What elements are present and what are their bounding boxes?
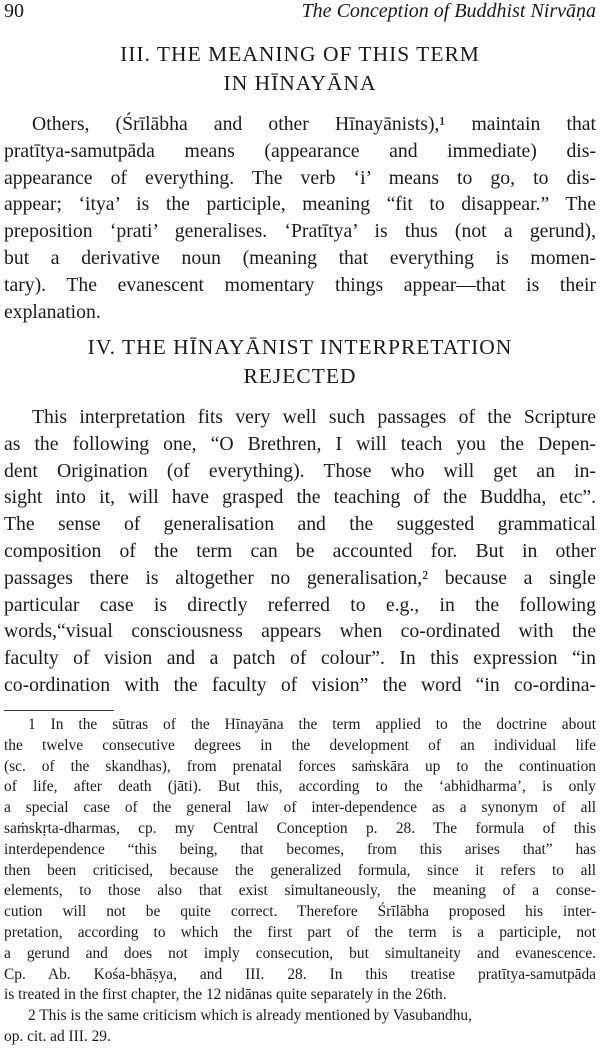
paragraph-section-4: [4, 404, 596, 699]
footnote-divider: [4, 710, 114, 711]
text-line: sight into it, will have grasped the teaching of the Buddha, etc”.: [4, 486, 596, 509]
footnote-line: cution will not be quite correct. Therefore Śrīlābha proposed his inter-: [4, 903, 596, 921]
paragraph-section-3: [4, 111, 596, 325]
footnote-line: then been criticised, because the generalized formula, since it refers to all: [4, 861, 596, 879]
text-line: The sense of generalisation and the suggested grammatical: [4, 513, 596, 536]
footnote-line: interdependence “this being, that becomes, from this arises that” has: [4, 840, 596, 858]
section-heading-4-line-1: IV. THE HĪNAYĀNIST INTERPRETATION: [87, 335, 513, 359]
text-line: words,“visual consciousness appears when co-ordinated with the: [4, 620, 596, 643]
footnote-line: Cp. Ab. Kośa-bhāṣya, and III. 28. In this treatise pratītya-samutpāda: [4, 965, 596, 983]
running-title: The Conception of Buddhist Nirvāṇa: [301, 0, 596, 22]
text-line: appear; ‘itya’ is the participle, meaning “fit to disappear.” The: [4, 193, 596, 216]
text-line: dent Origination (of everything). Those who will get an in-: [4, 459, 596, 482]
text-line: particular case is directly referred to e.g., in the following: [4, 593, 596, 616]
text-line: but a derivative noun (meaning that everything is momen-: [4, 246, 596, 269]
footnote-line: 2 This is the same criticism which is already mentioned by Vasubandhu,: [28, 1007, 472, 1025]
footnote-line: saṁskṛta-dharmas, cp. my Central Conception p. 28. The formula of this: [4, 819, 596, 837]
text-line: preposition ‘prati’ generalises. ‘Pratītya’ is thus (not a gerund),: [4, 220, 596, 243]
footnote-line: 1 In the sūtras of the Hīnayāna the term applied to the doctrine about: [28, 716, 596, 733]
footnote-line: op. cit. ad III. 29.: [4, 1027, 111, 1045]
text-line: pratītya-samutpāda means (appearance and immediate) dis-: [4, 139, 596, 162]
footnote-line: a gerund and does not imply consecution, but simultaneity and evanescence.: [4, 944, 596, 962]
footnote-line: is treated in the first chapter, the 12 nidānas quite separately in the 26th.: [4, 986, 447, 1004]
section-heading-3-line-1: III. THE MEANING OF THIS TERM: [120, 42, 480, 66]
text-line: composition of the term can be accounted for. But in other: [4, 539, 596, 562]
footnote-line: of life, after death (jāti). But this, according to the ‘abhidharma’, is only: [4, 778, 596, 796]
text-line: explanation.: [4, 300, 101, 323]
text-line: This interpretation fits very well such passages of the Scripture: [32, 406, 596, 428]
text-line: co-ordination with the faculty of vision” the word “in co-ordina-: [4, 673, 596, 696]
text-line: passages there is altogether no generalisation,² because a single: [4, 566, 596, 589]
section-heading-3: [0, 40, 600, 98]
footnote-line: the twelve consecutive degrees in the development of an individual life: [4, 736, 596, 754]
text-line: faculty of vision and a patch of colour”. In this expression “in: [4, 647, 596, 670]
footnote-line: a special case of the general law of inter-dependence as a synonym of all: [4, 799, 596, 817]
text-line: as the following one, “O Brethren, I will teach you the Depen-: [4, 432, 596, 455]
footnote-line: elements, to those also that exist simultaneously, the meaning of a conse-: [4, 882, 596, 900]
text-line: appearance of everything. The verb ‘i’ means to go, to dis-: [4, 166, 596, 189]
footnotes: [4, 715, 596, 1048]
running-header: [4, 0, 596, 28]
section-heading-4-line-2: REJECTED: [243, 364, 357, 388]
section-heading-3-line-2: IN HĪNAYĀNA: [223, 71, 377, 95]
footnote-line: pretation, according to which the first part of the term is a participle, not: [4, 923, 596, 941]
text-line: Others, (Śrīlābha and other Hīnayānists),¹ maintain that: [32, 113, 596, 135]
text-line: tary). The evanescent momentary things appear—that is their: [4, 273, 596, 296]
footnote-line: (sc. of the skandhas), from prenatal forces saṁskāra up to the continuation: [4, 757, 596, 775]
page-number: 90: [4, 0, 24, 22]
section-heading-4: [0, 333, 600, 391]
